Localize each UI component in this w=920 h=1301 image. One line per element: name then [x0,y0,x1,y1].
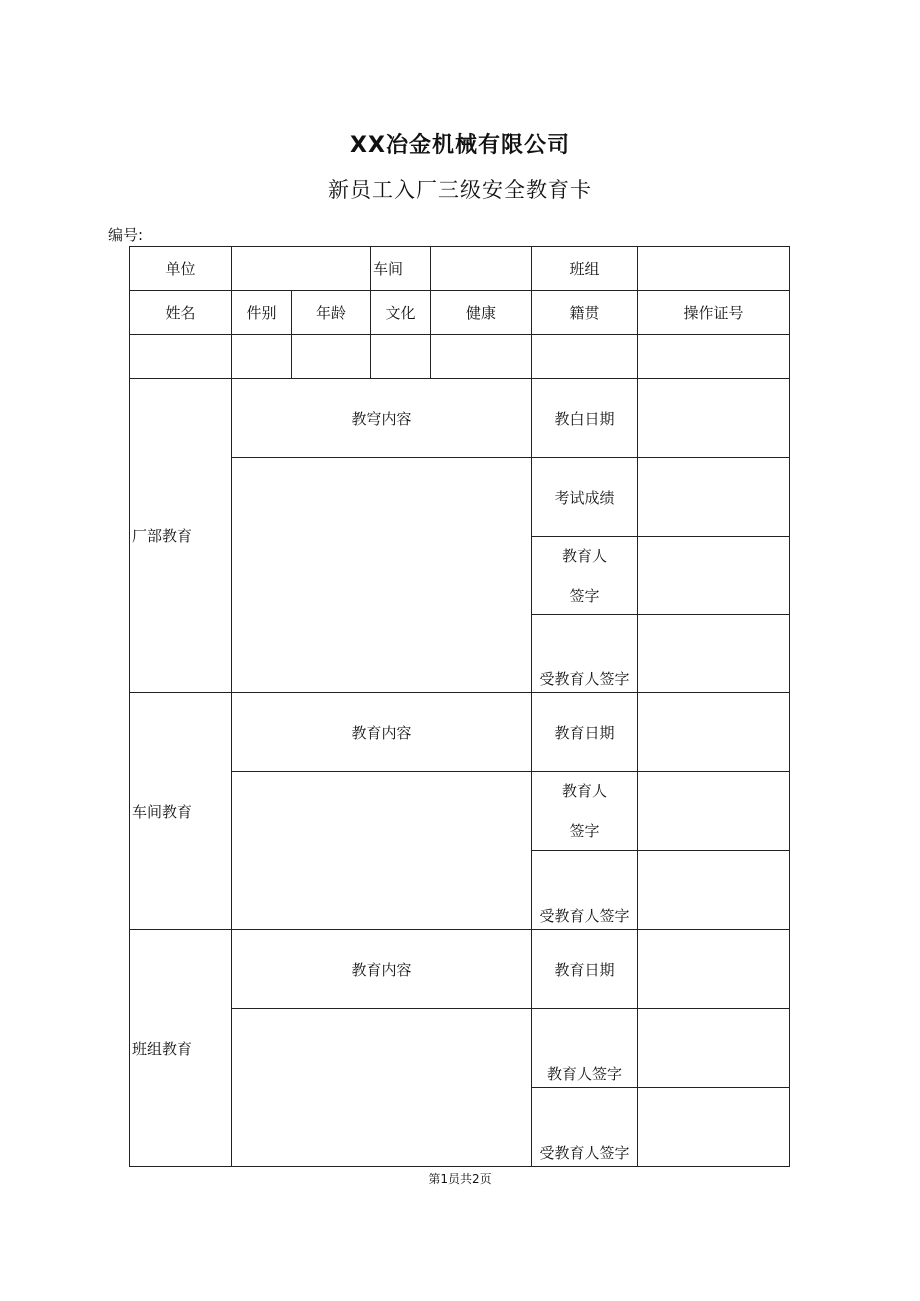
team-education-label: 班组教育 [132,1039,193,1058]
page-number: 第1员共2页 [428,1172,492,1186]
team-trainee-sign-label: 受教育人签字 [539,1144,630,1162]
company-name: XX冶金机械有限公司 [350,133,570,158]
card-title: 新员工入厂三级安全教育卡 [328,178,592,202]
team-date-value[interactable] [638,930,789,1008]
age-label: 年龄 [315,304,346,322]
factory-content-value[interactable] [232,458,531,692]
factory-education-label: 厂部教育 [132,527,193,545]
team-educator-sign-value[interactable] [638,1009,789,1087]
factory-educator-sign-value[interactable] [638,537,789,614]
license-number-value[interactable] [638,335,789,378]
team-content-value[interactable] [232,1009,531,1166]
unit-label: 单位 [165,260,196,278]
factory-date-value[interactable] [638,379,789,457]
workshop-content-label: 教育内容 [351,723,412,742]
team-educator-sign-label: 教育人签字 [546,1065,622,1083]
education-level-value[interactable] [371,335,430,378]
factory-score-value[interactable] [638,458,789,536]
factory-educator-line2: 签字 [569,586,600,605]
factory-educator-line1: 教育人 [561,546,607,565]
factory-trainee-sign-label: 受教育人签字 [539,670,630,688]
team-trainee-sign-value[interactable] [638,1088,789,1166]
health-label: 健康 [465,304,496,322]
workshop-educator-sign-label [532,772,637,850]
workshop-educator-sign-value[interactable] [638,772,789,850]
factory-score-label: 考试成绩 [554,488,615,507]
factory-educator-sign-label [532,537,637,614]
name-label: 姓名 [165,304,196,322]
team-label: 班组 [569,260,600,278]
unit-value[interactable] [232,247,370,290]
origin-value[interactable] [532,335,637,378]
team-date-label: 教育日期 [554,960,615,979]
workshop-label: 车间 [373,260,404,278]
workshop-trainee-sign-label: 受教育人签字 [539,907,630,925]
license-number-label: 操作证号 [683,304,744,322]
gender-value[interactable] [232,335,291,378]
workshop-educator-line2: 签字 [569,822,600,840]
team-value[interactable] [638,247,789,290]
workshop-educator-line1: 教育人 [561,782,607,800]
workshop-date-value[interactable] [638,693,789,771]
serial-number-label: 编号: [108,226,144,244]
workshop-value[interactable] [431,247,531,290]
workshop-education-label: 车间教育 [132,802,193,821]
origin-label: 籍贯 [569,304,600,322]
team-content-label: 教育内容 [351,960,412,979]
education-level-label: 文化 [385,304,416,322]
gender-label: 件别 [246,304,277,322]
factory-trainee-sign-value[interactable] [638,615,789,692]
age-value[interactable] [292,335,370,378]
workshop-content-value[interactable] [232,772,531,929]
workshop-date-label: 教育日期 [554,723,615,742]
health-value[interactable] [431,335,531,378]
workshop-trainee-sign-value[interactable] [638,851,789,929]
name-value[interactable] [130,335,231,378]
factory-content-label: 教穹内容 [351,409,412,428]
factory-date-label: 教白日期 [554,409,615,428]
